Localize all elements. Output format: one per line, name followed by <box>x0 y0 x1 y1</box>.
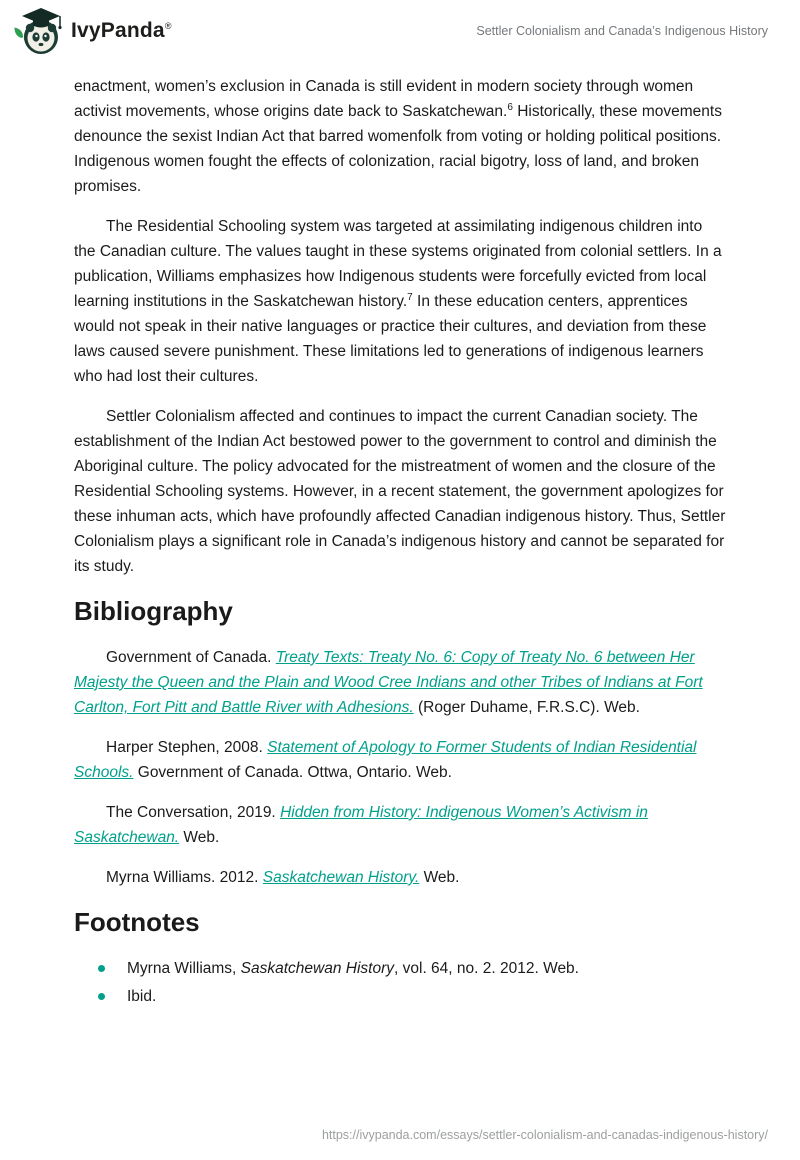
bibliography-entry-suffix: (Roger Duhame, F.R.S.C). Web. <box>413 698 640 716</box>
essay-paragraph: Settler Colonialism affected and continues to impact the current Canadian society. The establishment of the Indian Act bestowed power to the government to control and diminish the Aboriginal culture. The policy advocated for the mistreatment of women and the closure of the Residential Schooling systems. However, in a recent statement, the government apologizes for these inhuman acts, which have profoundly affected Canadian indigenous history. Thus, Settler Colonialism plays a significant role in Canada’s indigenous history and cannot be separated for its study. <box>74 408 726 575</box>
italic-text: Saskatchewan History <box>240 959 395 977</box>
bibliography-link[interactable]: Treaty Texts: Treaty No. 6: Copy of Treaty No. 6 between Her Majesty the Queen and the Plain and Wood Cree Indians and other Tribes of Indians at Fort Carlton, Fort Pitt and Battle River with Adhesions. <box>74 648 703 716</box>
brand[interactable] <box>14 6 172 56</box>
header <box>0 0 800 62</box>
footnote-ref: 6 <box>507 101 513 113</box>
essay-paragraph: enactment, women’s exclusion in Canada is still evident in modern society through women activist movements, whose origins date back to Saskatchewan.$^6$ Historically, these movements denounce the sexist Indian Act that barred womenfolk from voting or holding political positions. Indigenous women fought the effects of colonization, racial bigotry, loss of land, and broken promises. <box>74 78 722 195</box>
bibliography-link[interactable]: Saskatchewan History. <box>262 868 420 886</box>
bibliography-entry <box>74 645 726 720</box>
bibliography-list <box>74 645 726 890</box>
footer-url: https://ivypanda.com/essays/settler-colonialism-and-canadas-indigenous-history/ <box>321 1128 768 1142</box>
bibliography-heading: Bibliography <box>74 596 233 626</box>
essay-paragraph: The Residential Schooling system was targeted at assimilating indigenous children into the Canadian culture. The values taught in these systems originated from colonial settlers. In a publication, Williams emphasizes how Indigenous students were forcefully evicted from local learning institutions in the Saskatchewan history.$^7$ In these education centers, apprentices would not speak in their native languages or practice their cultures, and deviation from these laws caused severe punishment. These limitations led to generations of indigenous learners who had lost their cultures. <box>74 218 722 385</box>
bibliography-link[interactable]: Statement of Apology to Former Students of Indian Residential Schools. <box>74 738 697 781</box>
bibliography-entry-suffix: Web. <box>419 868 460 886</box>
bibliography-entry-suffix: Government of Canada. Ottwa, Ontario. Web. <box>133 763 452 781</box>
footnotes-heading: Footnotes <box>74 906 200 937</box>
bibliography-entry <box>74 800 726 850</box>
essay-paragraphs <box>74 74 726 579</box>
footnote-ref: 7 <box>407 291 413 303</box>
bibliography-entry-prefix: Government of Canada. <box>106 648 276 666</box>
bibliography-entry-suffix: Web. <box>179 828 220 846</box>
brand-name: IvyPanda® <box>71 19 172 42</box>
bibliography-entry-prefix: Harper Stephen, 2008. <box>106 738 268 756</box>
document-title: Settler Colonialism and Canada’s Indigenous History <box>476 24 768 38</box>
bibliography-entry <box>74 865 726 890</box>
footnote-item: Myrna Williams, Saskatchewan History, vol. 64, no. 2. 2012. Web. <box>74 956 726 981</box>
bibliography-link[interactable]: Hidden from History: Indigenous Women’s Activism in Saskatchewan. <box>74 803 648 846</box>
bibliography-entry-prefix: Myrna Williams. 2012. <box>106 868 263 886</box>
footer <box>0 1126 800 1160</box>
footnote-item: Ibid. <box>74 984 726 1009</box>
ivypanda-logo-icon <box>14 6 62 56</box>
essay-content <box>0 62 800 1012</box>
bibliography-entry <box>74 735 726 785</box>
registered-mark: ® <box>164 21 172 31</box>
footnotes-list <box>74 956 726 1009</box>
bibliography-entry-prefix: The Conversation, 2019. <box>106 803 281 821</box>
